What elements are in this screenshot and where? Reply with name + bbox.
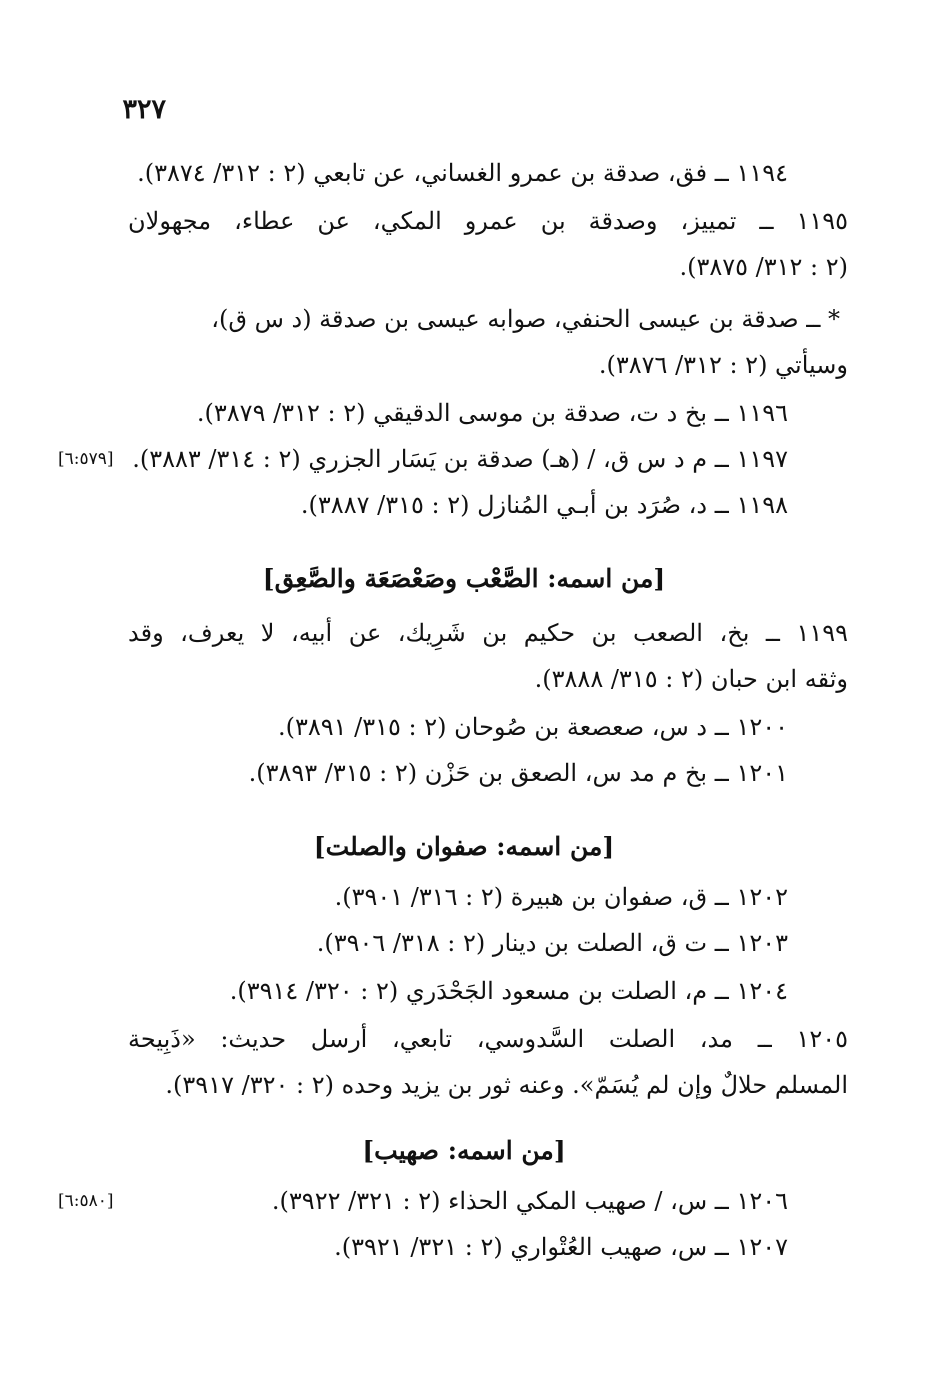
entry-1205: ١٢٠٥ ــ مد، الصلت السَّدوسي، تابعي، أرسل حديث: «ذَبِيحة bbox=[128, 1025, 848, 1053]
section-heading-safwan: [من اسمه: صفوان والصلت] bbox=[313, 832, 615, 861]
entry-1204: ١٢٠٤ ــ م، الصلت بن مسعود الجَحْدَري (٢ : ٣٢٠/ ٣٩١٤). bbox=[229, 977, 788, 1005]
entry-1198: ١١٩٨ ــ د، صُرَد بن أبـي المُنازل (٢ : ٣١٥/ ٣٨٨٧). bbox=[300, 491, 788, 519]
margin-reference-2: [٦:٥٨٠] bbox=[58, 1191, 114, 1211]
entry-1201: ١٢٠١ ــ بخ م مد س، الصعق بن حَزْن (٢ : ٣١٥/ ٣٨٩٣). bbox=[248, 759, 788, 787]
section-heading-suhaib: [من اسمه: صهيب] bbox=[362, 1136, 566, 1165]
entry-1206: ١٢٠٦ ــ س، / صهيب المكي الحذاء (٢ : ٣٢١/ ٣٩٢٢). bbox=[271, 1187, 788, 1215]
entry-note-continuation: وسيأتي (٢ : ٣١٢/ ٣٨٧٦). bbox=[598, 351, 848, 379]
entry-1205-continuation: المسلم حلالٌ وإن لم يُسَمّ». وعنه ثور بن يزيد وحده (٢ : ٣٢٠/ ٣٩١٧). bbox=[165, 1071, 848, 1099]
margin-reference-1: [٦:٥٧٩] bbox=[58, 449, 114, 469]
entry-1202: ١٢٠٢ ــ ق، صفوان بن هبيرة (٢ : ٣١٦/ ٣٩٠١). bbox=[334, 883, 788, 911]
entry-1194: ١١٩٤ ــ فق، صدقة بن عمرو الغساني، عن تابعي (٢ : ٣١٢/ ٣٨٧٤). bbox=[137, 159, 788, 187]
entry-1203: ١٢٠٣ ــ ت ق، الصلت بن دينار (٢ : ٣١٨/ ٣٩٠٦). bbox=[316, 929, 788, 957]
section-heading-sab: [من اسمه: الصَّعْب وصَعْصَعَة والصَّعِق] bbox=[262, 564, 666, 593]
entry-1196: ١١٩٦ ــ بخ د ت، صدقة بن موسى الدقيقي (٢ : ٣١٢/ ٣٨٧٩). bbox=[196, 399, 788, 427]
entry-note-sadaqa-ibn-isa: * ــ صدقة بن عيسى الحنفي، صوابه عيسى بن صدقة (د س ق)، bbox=[211, 305, 840, 333]
entry-1195: ١١٩٥ ــ تمييز، وصدقة بن عمرو المكي، عن عطاء، مجهولان bbox=[128, 207, 848, 235]
entry-1207: ١٢٠٧ ــ س، صهيب العُتْواري (٢ : ٣٢١/ ٣٩٢١). bbox=[334, 1233, 788, 1261]
entry-1199-continuation: وثقه ابن حبان (٢ : ٣١٥/ ٣٨٨٨). bbox=[534, 665, 848, 693]
entry-1195-continuation: (٢ : ٣١٢/ ٣٨٧٥). bbox=[679, 253, 848, 281]
entry-1197: ١١٩٧ ــ م د س ق، / (هـ) صدقة بن يَسَار الجزري (٢ : ٣١٤/ ٣٨٨٣). bbox=[132, 445, 788, 473]
entry-1199: ١١٩٩ ــ بخ، الصعب بن حكيم بن شَرِيك، عن أبيه، لا يعرف، وقد bbox=[128, 619, 848, 647]
entry-1200: ١٢٠٠ ــ د س، صعصعة بن صُوحان (٢ : ٣١٥/ ٣٨٩١). bbox=[277, 713, 788, 741]
page-number: ٣٢٧ bbox=[122, 94, 166, 125]
